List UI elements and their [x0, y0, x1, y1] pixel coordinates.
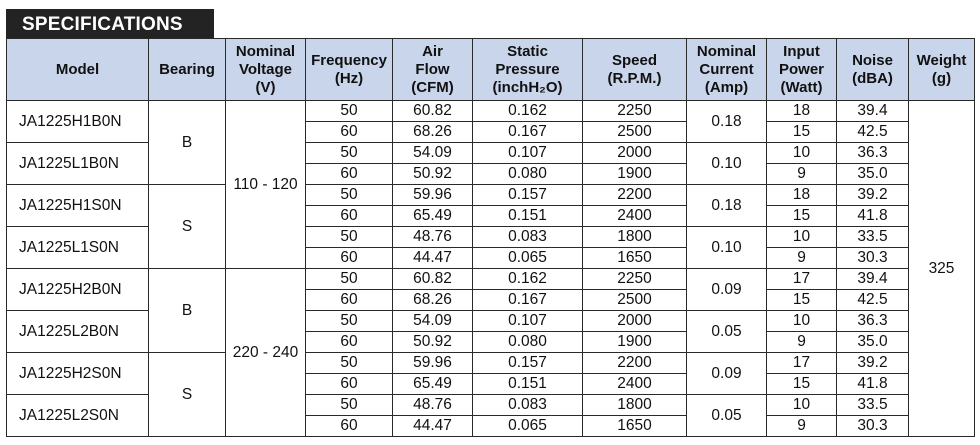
frequency-cell: 60 [306, 122, 393, 143]
airflow-cell: 59.96 [393, 353, 473, 374]
static-pressure-cell: 0.107 [473, 143, 583, 164]
header-line: Current [699, 60, 754, 78]
static-pressure-cell: 0.167 [473, 122, 583, 143]
header-frequency [306, 39, 393, 101]
frequency-cell: 60 [306, 374, 393, 395]
input-power-cell: 10 [767, 143, 837, 164]
header-noise [837, 39, 909, 101]
static-pressure-cell: 0.083 [473, 227, 583, 248]
frequency-cell: 50 [306, 269, 393, 290]
table-row [7, 185, 975, 206]
airflow-cell: 59.96 [393, 185, 473, 206]
static-pressure-cell: 0.167 [473, 290, 583, 311]
model-cell: JA1225L2S0N [7, 395, 149, 437]
noise-cell: 30.3 [837, 416, 909, 437]
frequency-cell: 50 [306, 227, 393, 248]
static-pressure-cell: 0.083 [473, 395, 583, 416]
speed-cell: 1800 [583, 395, 687, 416]
header-line: (V) [255, 78, 276, 96]
header-line: (g) [931, 69, 952, 87]
model-cell: JA1225L1B0N [7, 143, 149, 185]
airflow-cell: 48.76 [393, 395, 473, 416]
header-line: Voltage [238, 60, 293, 78]
header-voltage [226, 39, 306, 101]
header-line: Pressure [495, 60, 560, 78]
current-cell: 0.09 [687, 353, 767, 395]
speed-cell: 2000 [583, 143, 687, 164]
input-power-cell: 9 [767, 164, 837, 185]
airflow-cell: 50.92 [393, 164, 473, 185]
header-airflow [393, 39, 473, 101]
header-line: Input [783, 42, 820, 60]
bearing-cell: B [149, 269, 226, 353]
static-pressure-cell: 0.080 [473, 164, 583, 185]
input-power-cell: 15 [767, 290, 837, 311]
current-cell: 0.10 [687, 227, 767, 269]
airflow-cell: 48.76 [393, 227, 473, 248]
speed-cell: 2200 [583, 353, 687, 374]
speed-cell: 2400 [583, 374, 687, 395]
noise-cell: 33.5 [837, 395, 909, 416]
static-pressure-cell: 0.157 [473, 353, 583, 374]
header-bearing [149, 39, 226, 101]
airflow-cell: 44.47 [393, 248, 473, 269]
voltage-cell: 110 - 120 [226, 101, 306, 269]
input-power-cell: 10 [767, 395, 837, 416]
airflow-cell: 44.47 [393, 416, 473, 437]
input-power-cell: 10 [767, 311, 837, 332]
speed-cell: 2500 [583, 122, 687, 143]
noise-cell: 36.3 [837, 143, 909, 164]
bearing-cell: B [149, 101, 226, 185]
noise-cell: 39.4 [837, 269, 909, 290]
noise-cell: 41.8 [837, 374, 909, 395]
model-cell: JA1225L2B0N [7, 311, 149, 353]
header-weight [909, 39, 975, 101]
table-row [7, 269, 975, 290]
speed-cell: 2250 [583, 101, 687, 122]
header-line: Flow [415, 60, 450, 78]
noise-cell: 41.8 [837, 206, 909, 227]
frequency-cell: 60 [306, 416, 393, 437]
header-line: Noise [852, 51, 893, 69]
input-power-cell: 18 [767, 185, 837, 206]
header-line: Bearing [159, 60, 215, 78]
noise-cell: 33.5 [837, 227, 909, 248]
noise-cell: 42.5 [837, 290, 909, 311]
speed-cell: 1650 [583, 248, 687, 269]
static-pressure-cell: 0.065 [473, 416, 583, 437]
speed-cell: 2250 [583, 269, 687, 290]
input-power-cell: 15 [767, 374, 837, 395]
input-power-cell: 17 [767, 353, 837, 374]
noise-cell: 39.2 [837, 185, 909, 206]
frequency-cell: 50 [306, 395, 393, 416]
header-line: Nominal [235, 42, 296, 60]
current-cell: 0.18 [687, 101, 767, 143]
speed-cell: 2000 [583, 311, 687, 332]
bearing-cell: S [149, 353, 226, 437]
header-line: (Amp) [704, 78, 749, 96]
header-speed [583, 39, 687, 101]
noise-cell: 30.3 [837, 248, 909, 269]
voltage-cell: 220 - 240 [226, 269, 306, 437]
static-pressure-cell: 0.107 [473, 311, 583, 332]
airflow-cell: 54.09 [393, 143, 473, 164]
table-body [7, 101, 975, 437]
static-pressure-cell: 0.151 [473, 374, 583, 395]
section-title: SPECIFICATIONS [6, 9, 214, 40]
header-line: (R.P.M.) [607, 69, 662, 87]
noise-cell: 35.0 [837, 164, 909, 185]
model-cell: JA1225H1S0N [7, 185, 149, 227]
airflow-cell: 60.82 [393, 269, 473, 290]
frequency-cell: 60 [306, 164, 393, 185]
noise-cell: 39.4 [837, 101, 909, 122]
frequency-cell: 50 [306, 185, 393, 206]
current-cell: 0.09 [687, 269, 767, 311]
speed-cell: 1900 [583, 164, 687, 185]
bearing-cell: S [149, 185, 226, 269]
model-cell: JA1225H2S0N [7, 353, 149, 395]
header-line: Power [778, 60, 824, 78]
header-line: Nominal [696, 42, 757, 60]
input-power-cell: 18 [767, 101, 837, 122]
airflow-cell: 68.26 [393, 290, 473, 311]
airflow-cell: 65.49 [393, 374, 473, 395]
weight-cell: 325 [909, 101, 975, 437]
table-row [7, 101, 975, 122]
noise-cell: 36.3 [837, 311, 909, 332]
static-pressure-cell: 0.065 [473, 248, 583, 269]
airflow-cell: 50.92 [393, 332, 473, 353]
static-pressure-cell: 0.157 [473, 185, 583, 206]
input-power-cell: 17 [767, 269, 837, 290]
airflow-cell: 54.09 [393, 311, 473, 332]
static-pressure-cell: 0.151 [473, 206, 583, 227]
frequency-cell: 60 [306, 206, 393, 227]
current-cell: 0.05 [687, 395, 767, 437]
speed-cell: 1900 [583, 332, 687, 353]
header-line: Frequency [311, 51, 387, 69]
current-cell: 0.10 [687, 143, 767, 185]
header-line: (Hz) [334, 69, 364, 87]
header-row [7, 39, 975, 101]
noise-cell: 35.0 [837, 332, 909, 353]
frequency-cell: 50 [306, 353, 393, 374]
header-input-power [767, 39, 837, 101]
input-power-cell: 15 [767, 122, 837, 143]
header-static-pressure [473, 39, 583, 101]
header-model [7, 39, 149, 101]
specifications-table [6, 38, 975, 437]
airflow-cell: 68.26 [393, 122, 473, 143]
current-cell: 0.18 [687, 185, 767, 227]
speed-cell: 2400 [583, 206, 687, 227]
model-cell: JA1225H2B0N [7, 269, 149, 311]
header-line: Static [507, 42, 548, 60]
input-power-cell: 9 [767, 332, 837, 353]
current-cell: 0.05 [687, 311, 767, 353]
input-power-cell: 9 [767, 416, 837, 437]
frequency-cell: 50 [306, 101, 393, 122]
input-power-cell: 10 [767, 227, 837, 248]
header-line: Speed [611, 51, 657, 69]
header-line: (dBA) [852, 69, 893, 87]
header-line: (CFM) [411, 78, 454, 96]
static-pressure-cell: 0.162 [473, 269, 583, 290]
header-line: (inchH₂O) [492, 78, 563, 96]
table-row [7, 353, 975, 374]
header-current [687, 39, 767, 101]
frequency-cell: 60 [306, 248, 393, 269]
airflow-cell: 60.82 [393, 101, 473, 122]
static-pressure-cell: 0.162 [473, 101, 583, 122]
input-power-cell: 9 [767, 248, 837, 269]
speed-cell: 1650 [583, 416, 687, 437]
frequency-cell: 60 [306, 332, 393, 353]
noise-cell: 42.5 [837, 122, 909, 143]
header-line: Air [422, 42, 443, 60]
speed-cell: 2500 [583, 290, 687, 311]
frequency-cell: 60 [306, 290, 393, 311]
frequency-cell: 50 [306, 143, 393, 164]
model-cell: JA1225H1B0N [7, 101, 149, 143]
header-line: Weight [916, 51, 967, 69]
airflow-cell: 65.49 [393, 206, 473, 227]
header-line: (Watt) [780, 78, 823, 96]
noise-cell: 39.2 [837, 353, 909, 374]
static-pressure-cell: 0.080 [473, 332, 583, 353]
header-line: Model [55, 60, 100, 78]
speed-cell: 2200 [583, 185, 687, 206]
frequency-cell: 50 [306, 311, 393, 332]
model-cell: JA1225L1S0N [7, 227, 149, 269]
input-power-cell: 15 [767, 206, 837, 227]
speed-cell: 1800 [583, 227, 687, 248]
